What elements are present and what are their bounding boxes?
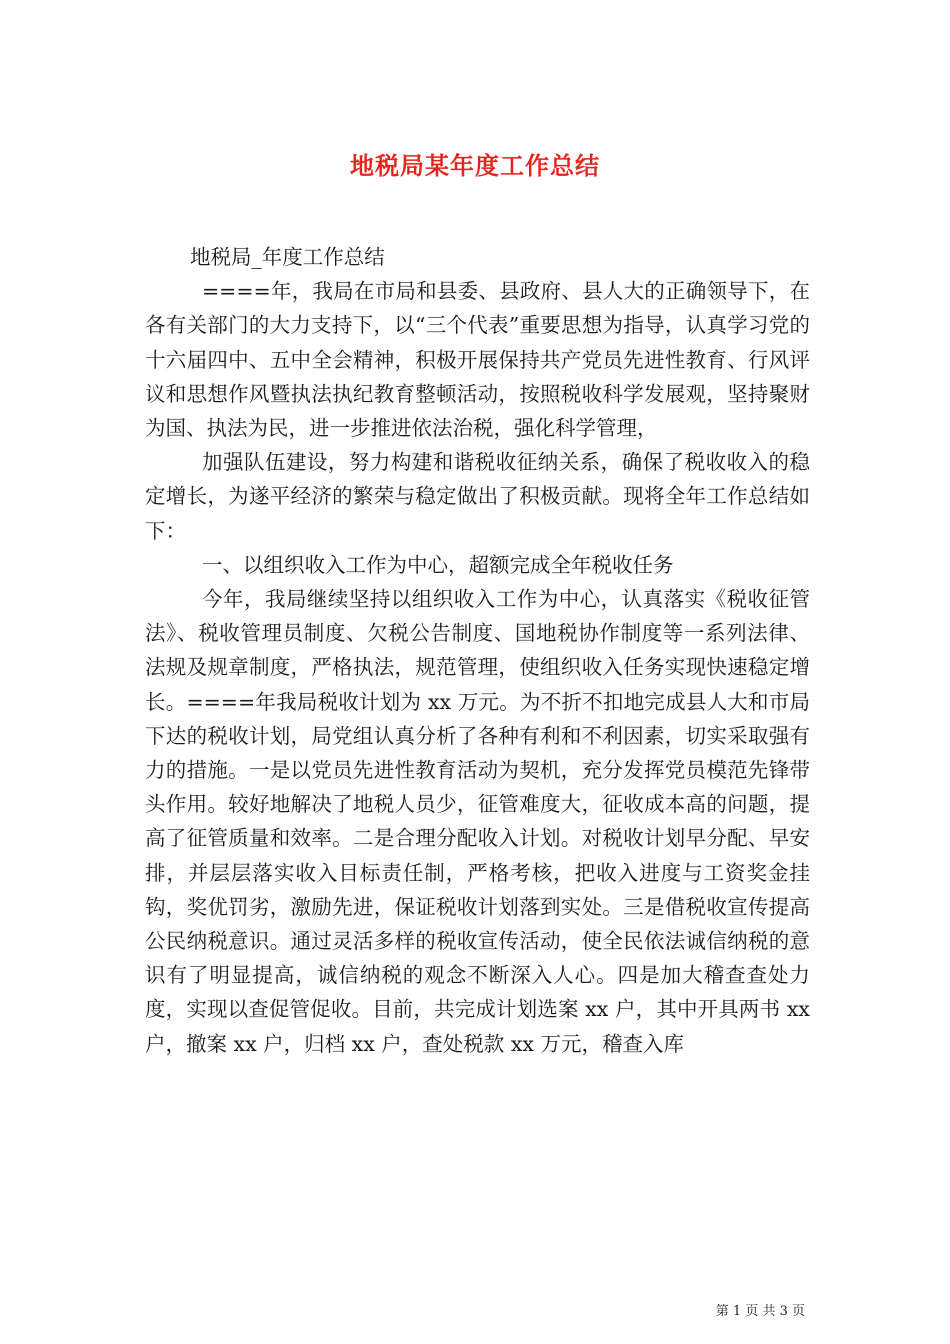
page-footer: 第 1 页 共 3 页 [715, 1304, 805, 1319]
page-title: 地税局某年度工作总结 [350, 151, 600, 181]
paragraph: ====年，我局在市局和县委、县政府、县人大的正确领导下，在各有关部门的大力支持下，以“三个代表”重要思想为指导，认真学习党的十六届四中、五中全会精神，积极开展保持共产党员先进性教育、行风评议和思想作风暨执法执纪教育整顿活动，按照税收科学发展观，坚持聚财为国、执法为民，进一步推进依法治税，强化科学管理， [145, 279, 810, 441]
section-heading: 一、以组织收入工作为中心，超额完成全年税收任务 [202, 552, 674, 577]
document-body [145, 240, 810, 1061]
paragraph: 加强队伍建设，努力构建和谐税收征纳关系，确保了税收收入的稳定增长，为遂平经济的繁荣与稳定做出了积极贡献。现将全年工作总结如下： [145, 450, 810, 543]
paragraph: 今年，我局继续坚持以组织收入工作为中心，认真落实《税收征管法》、税收管理员制度、欠税公告制度、国地税协作制度等一系列法律、法规及规章制度，严格执法，规范管理，使组织收入任务实现快速稳定增长。====年我局税收计划为 xx 万元。为不折不扣地完成县人大和市局下达的税收计划，局党组认真分析了各种有利和不利因素，切实采取强有力的措施。一是以党员先进性教育活动为契机，充分发挥党员模范先锋带头作用。较好地解决了地税人员少，征管难度大，征收成本高的问题，提高了征管质量和效率。二是合理分配收入计划。对税收计划早分配、早安排，并层层落实收入目标责任制，严格考核，把收入进度与工资奖金挂钩，奖优罚劣，激励先进，保证税收计划落到实处。三是借税收宣传提高公民纳税意识。通过灵活多样的税收宣传活动，使全民依法诚信纳税的意识有了明显提高，诚信纳税的观念不断深入人心。四是加大稽查查处力度，实现以查促管促收。目前，共完成计划选案 xx 户，其中开具两书 xx 户，撤案 xx 户，归档 xx 户，查处税款 xx 万元，稽查入库 [145, 587, 810, 1056]
document-subtitle: 地税局_年度工作总结 [190, 245, 385, 269]
